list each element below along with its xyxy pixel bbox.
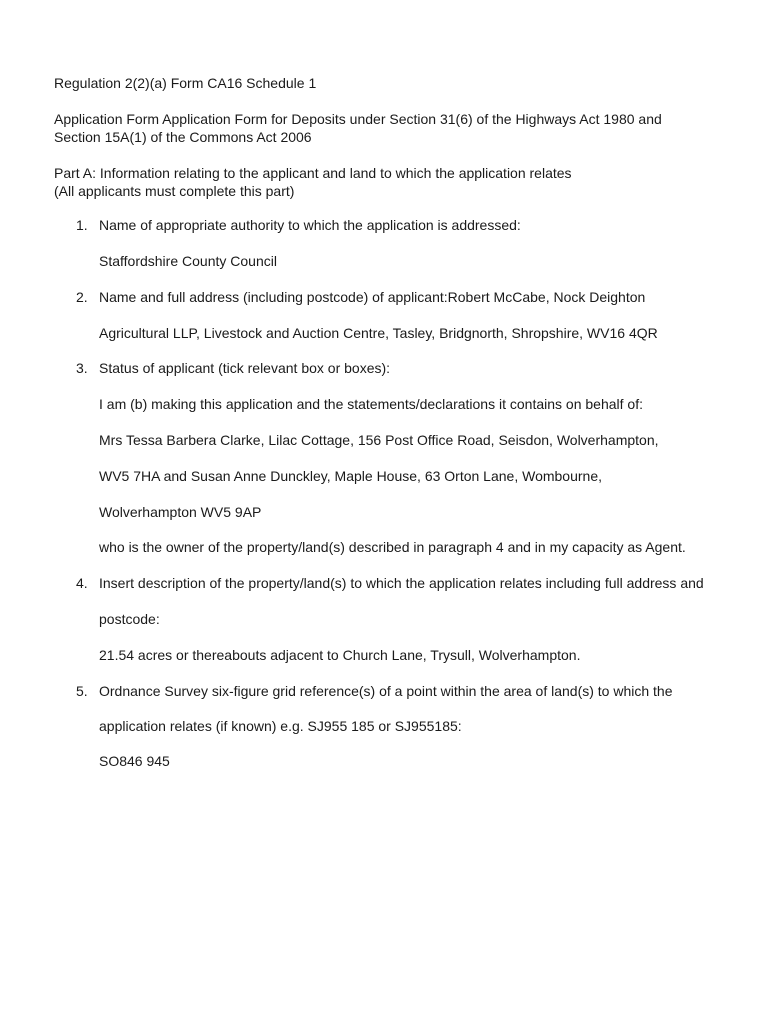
item-5-question-line-1: Ordnance Survey six-figure grid reference(s) of a point within the area of land(s) to which the xyxy=(99,683,673,699)
item-3-owner-line-3: Wolverhampton WV5 9AP xyxy=(99,504,262,520)
item-2-number: 2. xyxy=(76,289,88,305)
regulation-line: Regulation 2(2)(a) Form CA16 Schedule 1 xyxy=(54,75,317,91)
item-5-answer: SO846 945 xyxy=(99,753,170,769)
item-1-answer: Staffordshire County Council xyxy=(99,253,277,269)
form-title-line-2: Section 15A(1) of the Commons Act 2006 xyxy=(54,129,312,145)
form-title-line-1: Application Form Application Form for Deposits under Section 31(6) of the Highways Act 1980 and xyxy=(54,111,662,127)
part-a-subheading: (All applicants must complete this part) xyxy=(54,183,295,199)
item-4-answer: 21.54 acres or thereabouts adjacent to Church Lane, Trysull, Wolverhampton. xyxy=(99,647,581,663)
item-3-capacity: who is the owner of the property/land(s) described in paragraph 4 and in my capacity as Agent. xyxy=(99,539,686,555)
item-4-number: 4. xyxy=(76,575,88,591)
item-5-question-line-2: application relates (if known) e.g. SJ955 185 or SJ955185: xyxy=(99,718,462,734)
item-4-question-line-2: postcode: xyxy=(99,611,160,627)
part-a-heading: Part A: Information relating to the applicant and land to which the application relates xyxy=(54,165,572,181)
item-5-number: 5. xyxy=(76,683,88,699)
item-1-question: Name of appropriate authority to which the application is addressed: xyxy=(99,217,521,233)
item-3-number: 3. xyxy=(76,360,88,376)
item-3-owner-line-2: WV5 7HA and Susan Anne Dunckley, Maple House, 63 Orton Lane, Wombourne, xyxy=(99,468,602,484)
item-1-number: 1. xyxy=(76,217,88,233)
item-2-line-1: Name and full address (including postcode) of applicant:Robert McCabe, Nock Deighton xyxy=(99,289,646,305)
item-3-question: Status of applicant (tick relevant box or boxes): xyxy=(99,360,391,376)
item-2-line-2: Agricultural LLP, Livestock and Auction Centre, Tasley, Bridgnorth, Shropshire, WV16 4QR xyxy=(99,325,658,341)
item-3-owner-line-1: Mrs Tessa Barbera Clarke, Lilac Cottage, 156 Post Office Road, Seisdon, Wolverhampton, xyxy=(99,432,659,448)
item-3-statement: I am (b) making this application and the statements/declarations it contains on behalf of: xyxy=(99,396,643,412)
item-4-question-line-1: Insert description of the property/land(s) to which the application relates including full address and xyxy=(99,575,704,591)
